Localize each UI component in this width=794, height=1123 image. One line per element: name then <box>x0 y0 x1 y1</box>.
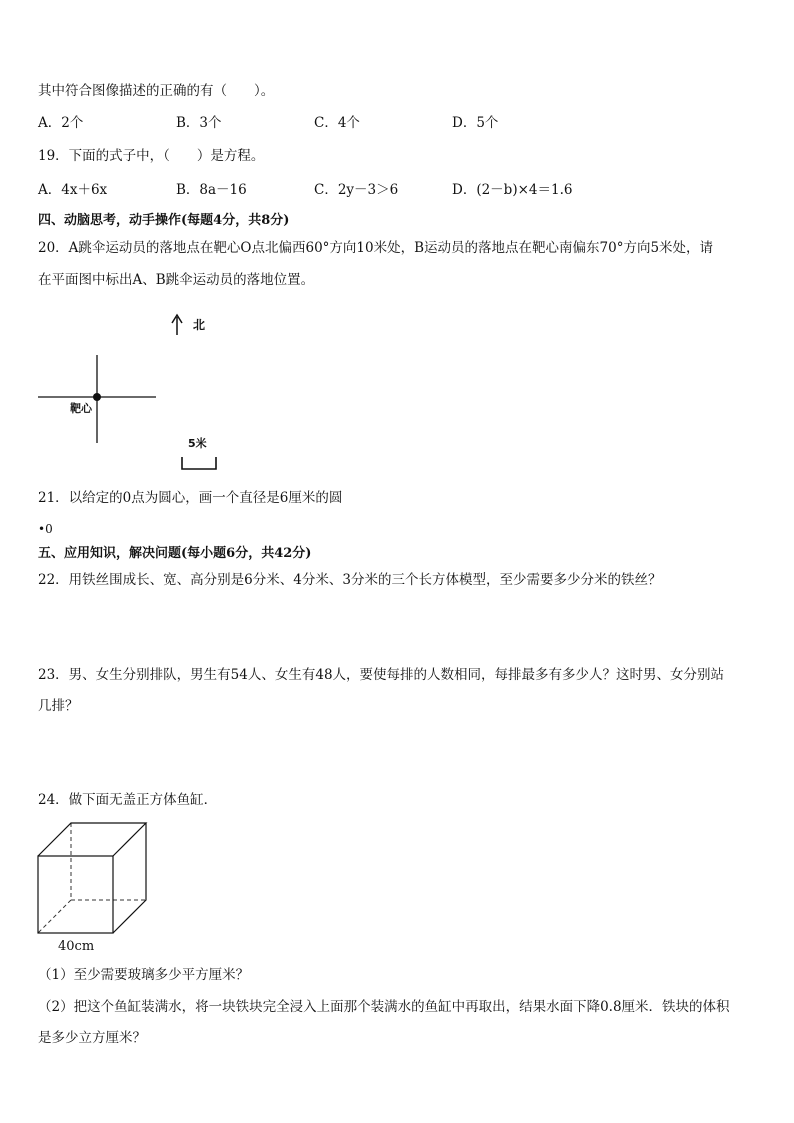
target-center-dot <box>93 393 101 401</box>
q20-target-diagram <box>30 305 230 475</box>
q18-option-b: B．3个 <box>176 115 222 131</box>
q24-sub2-line2: 是多少立方厘米？ <box>38 1030 146 1046</box>
q23-line2: 几排？ <box>38 698 79 714</box>
cube-edge-label: 40cm <box>58 939 95 954</box>
q20-line2: 在平面图中标出A、B跳伞运动员的落地位置。 <box>38 272 315 288</box>
q19-option-d: D．(2－b)×4＝1.6 <box>452 182 573 198</box>
section5-heading: 五、应用知识，解决问题(每小题6分，共42分) <box>38 546 312 561</box>
q19-stem: 19．下面的式子中，（ ）是方程。 <box>38 148 265 164</box>
target-center-label: 靶心 <box>70 402 92 415</box>
q21-stem: 21．以给定的0点为圆心，画一个直径是6厘米的圆 <box>38 490 343 506</box>
q18-option-c: C．4个 <box>314 115 360 131</box>
scale-label: 5米 <box>188 437 207 450</box>
q23-line1: 23．男、女生分别排队，男生有54人、女生有48人，要使每排的人数相同，每排最多有多少人？这时男、女分别站 <box>38 667 725 683</box>
q18-tail-text: 其中符合图像描述的正确的有（ ）。 <box>38 83 275 99</box>
cube-hidden-edge <box>38 900 71 933</box>
q19-option-b: B．8a－16 <box>176 182 247 198</box>
q18-option-d: D．5个 <box>452 115 499 131</box>
q19-option-c: C．2y－3＞6 <box>314 182 399 198</box>
cube-top-face <box>38 823 146 856</box>
q24-cube-figure <box>34 818 164 958</box>
q22-stem: 22．用铁丝围成长、宽、高分别是6分米、4分米、3分米的三个长方体模型，至少需要多少分米的铁丝？ <box>38 572 662 588</box>
q18-option-a: A．2个 <box>38 115 84 131</box>
q20-line1: 20．A跳伞运动员的落地点在靶心O点北偏西60°方向10米处，B运动员的落地点在靶心南偏东70°方向5米处，请 <box>38 240 714 256</box>
north-label: 北 <box>193 318 206 332</box>
q24-sub2-line1: （2）把这个鱼缸装满水，将一块铁块完全浸入上面那个装满水的鱼缸中再取出，结果水面下降0.8厘米．铁块的体积 <box>38 999 730 1015</box>
section4-heading: 四、动脑思考，动手操作(每题4分，共8分) <box>38 213 290 228</box>
q21-point-o: •0 <box>38 522 53 536</box>
q24-sub1: （1）至少需要玻璃多少平方厘米？ <box>38 967 250 983</box>
scale-bar <box>182 457 216 469</box>
q24-stem: 24．做下面无盖正方体鱼缸． <box>38 792 218 808</box>
q19-option-a: A．4x＋6x <box>38 182 108 198</box>
